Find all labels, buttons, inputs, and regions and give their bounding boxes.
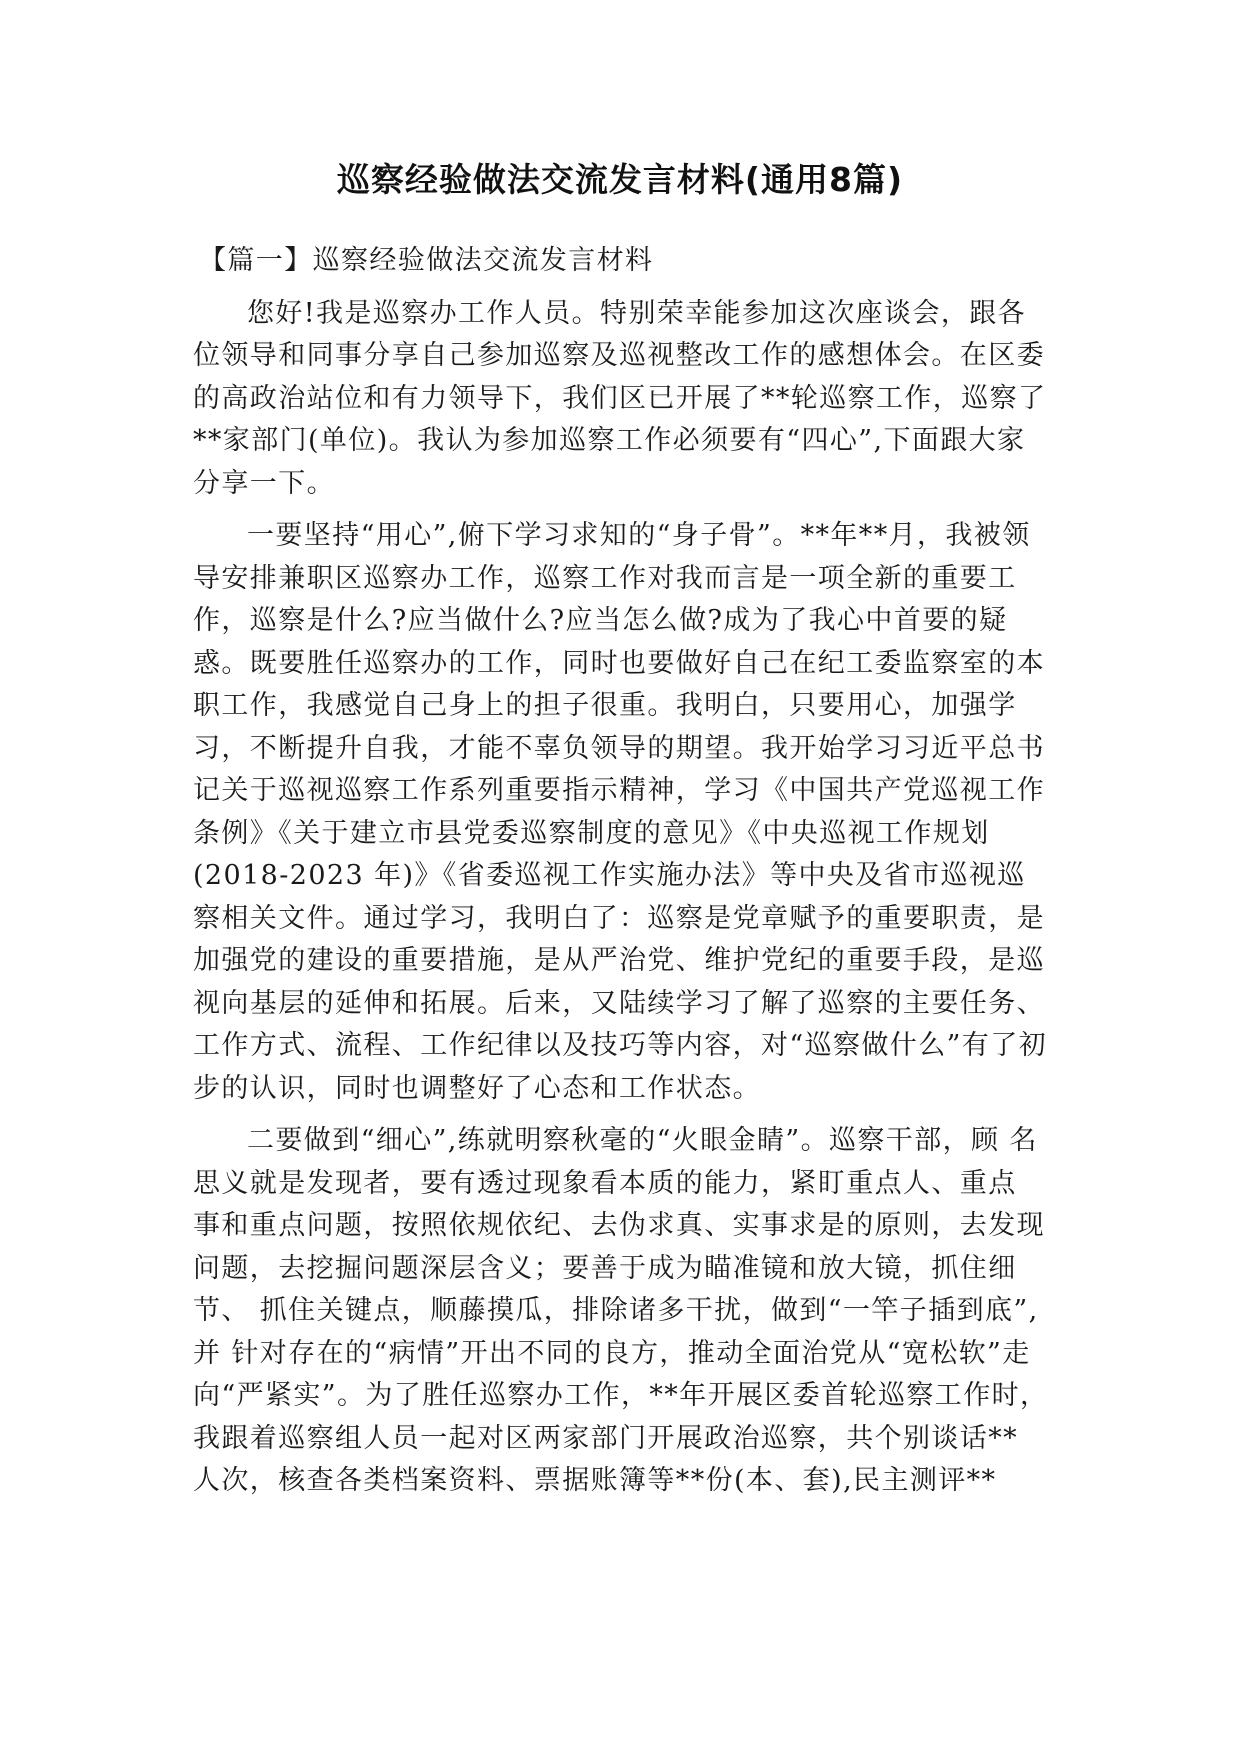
paragraph-point-one: 一要坚持“用心”,俯下学习求知的“身子骨”。**年**月，我被领导安排兼职区巡察办工作，巡察工作对我而言是一项全新的重要工作，巡察是什么?应当做什么?应当怎么做?成为了我心中首要的疑惑。既要胜任巡察办的工作，同时也要做好自己在纪工委监察室的本职工作，我感觉自己身上的担子很重。我明白，只要用心，加强学习，不断提升自我，才能不辜负领导的期望。我开始学习习近平总书记关于巡视巡察工作系列重要指示精神，学习《中国共产党巡视工作条例》《关于建立市县党委巡察制度的意见》《中央巡视工作规划(2018-2023 年)》《省委巡视工作实施办法》等中央及省市巡视巡察相关文件。通过学习，我明白了：巡察是党章赋予的重要职责，是加强党的建设的重要措施，是从严治党、维护党纪的重要手段，是巡视向基层的延伸和拓展。后来，又陆续学习了解了巡察的主要任务、工作方式、流程、工作纪律以及技巧等内容，对“巡察做什么”有了初步的认识，同时也调整好了心态和工作状态。	[193, 520, 1048, 1104]
document-title: 巡察经验做法交流发言材料(通用8篇)	[336, 160, 904, 199]
section-heading: 【篇一】巡察经验做法交流发言材料	[199, 245, 654, 276]
paragraph-point-two: 二要做到“细心”,练就明察秋毫的“火眼金睛”。巡察干部，顾 名思义就是发现者，要有透过现象看本质的能力，紧盯重点人、重点 事和重点问题，按照依规依纪、去伪求真、实事求是的原则，去发现 问题，去挖掘问题深层含义；要善于成为瞄准镜和放大镜，抓住细节、 抓住关键点，顺藤摸瓜，排除诸多干扰，做到“一竿子插到底”,并 针对存在的“病情”开出不同的良方，推动全面治党从“宽松软”走 向“严紧实”。为了胜任巡察办工作，**年开展区委首轮巡察工作时， 我跟着巡察组人员一起对区两家部门开展政治巡察，共个别谈话**	[193, 1125, 1049, 1454]
document-body	[193, 240, 1053, 1503]
paragraph-intro: 您好!我是巡察办工作人员。特别荣幸能参加这次座谈会，跟各位领导和同事分享自己参加巡察及巡视整改工作的感想体会。在区委的高政治站位和有力领导下，我们区已开展了**轮巡察工作，巡察了**家部门(单位)。我认为参加巡察工作必须要有“四心”,下面跟大家分享一下。	[193, 297, 1047, 499]
paragraph-continuation-line: 人次，核查各类档案资料、票据账簿等**份(本、套),民主测评**	[193, 1465, 997, 1496]
